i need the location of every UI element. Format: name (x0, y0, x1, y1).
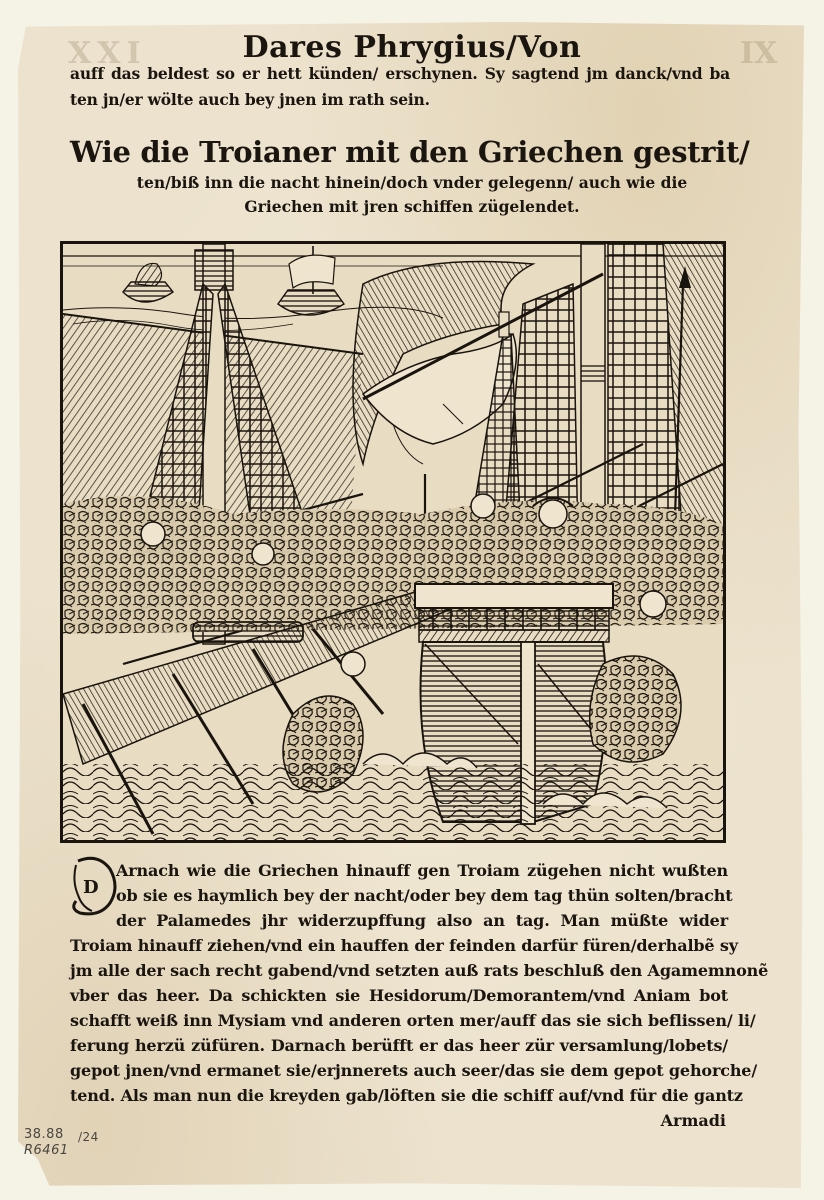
body-line-3: der Palamedes jhr widerzupffung also an tag. Man müßte wider (116, 911, 728, 930)
body-line-6: vber das heer. Da schickten sie Hesidorum/Demorantem/vnd Aniam bot (70, 986, 728, 1005)
inventory-number: 38.88 (24, 1127, 64, 1142)
intro-line-1: auff das beldest so er hett künden/ erschynen. Sy sagtend jm danck/vnd ba (70, 64, 730, 83)
inventory-fraction: /24 (78, 1130, 99, 1144)
svg-text:D: D (83, 877, 99, 898)
running-head: Dares Phrygius/Von (242, 30, 582, 65)
folio-ghost-right: IX (740, 36, 778, 71)
chapter-subtitle-line-1: ten/biß inn die nacht hinein/doch vnder gelegenn/ auch wie die (136, 173, 688, 192)
chapter-title: Wie die Troianer mit den Griechen gestrit/ (70, 135, 750, 169)
body-line-9: gepot jnen/vnd ermanet sie/erjnnerets auch seer/das sie dem gepot gehorche/ (70, 1061, 758, 1080)
drop-cap-initial (70, 855, 118, 917)
inventory-reference: R6461 (24, 1143, 69, 1158)
naval-battle-woodcut (63, 244, 723, 840)
body-line-7: schafft weiß inn Mysiam vnd anderen orten mer/auff das sie sich beflissen/ li/ (70, 1011, 756, 1030)
catchword: Armadi (660, 1111, 726, 1130)
folio-ghost-left: XXI (68, 36, 147, 71)
intro-line-2: ten jn/er wölte auch bey jnen im rath sein. (70, 90, 430, 109)
body-line-5: jm alle der sach recht gabend/vnd setzten auß rats beschluß den Agamemnonẽ (70, 961, 769, 980)
body-line-4: Troiam hinauff ziehen/vnd ein hauffen der feinden darfür füren/derhalbẽ sy (70, 936, 738, 955)
woodcut-illustration (60, 241, 726, 843)
body-line-1: Arnach wie die Griechen hinauff gen Troiam zügehen nicht wußten (116, 861, 728, 880)
body-line-8: ferung herzü züfüren. Darnach berüfft er das heer zür versamlung/lobets/ (70, 1036, 728, 1055)
body-line-10: tend. Als man nun die kreyden gab/löften sie die schiff auf/vnd für die gantz (70, 1086, 743, 1105)
body-line-2: ob sie es haymlich bey der nacht/oder bey dem tag thün solten/bracht (116, 886, 733, 905)
chapter-subtitle-line-2: Griechen mit jren schiffen zügelendet. (244, 197, 580, 216)
